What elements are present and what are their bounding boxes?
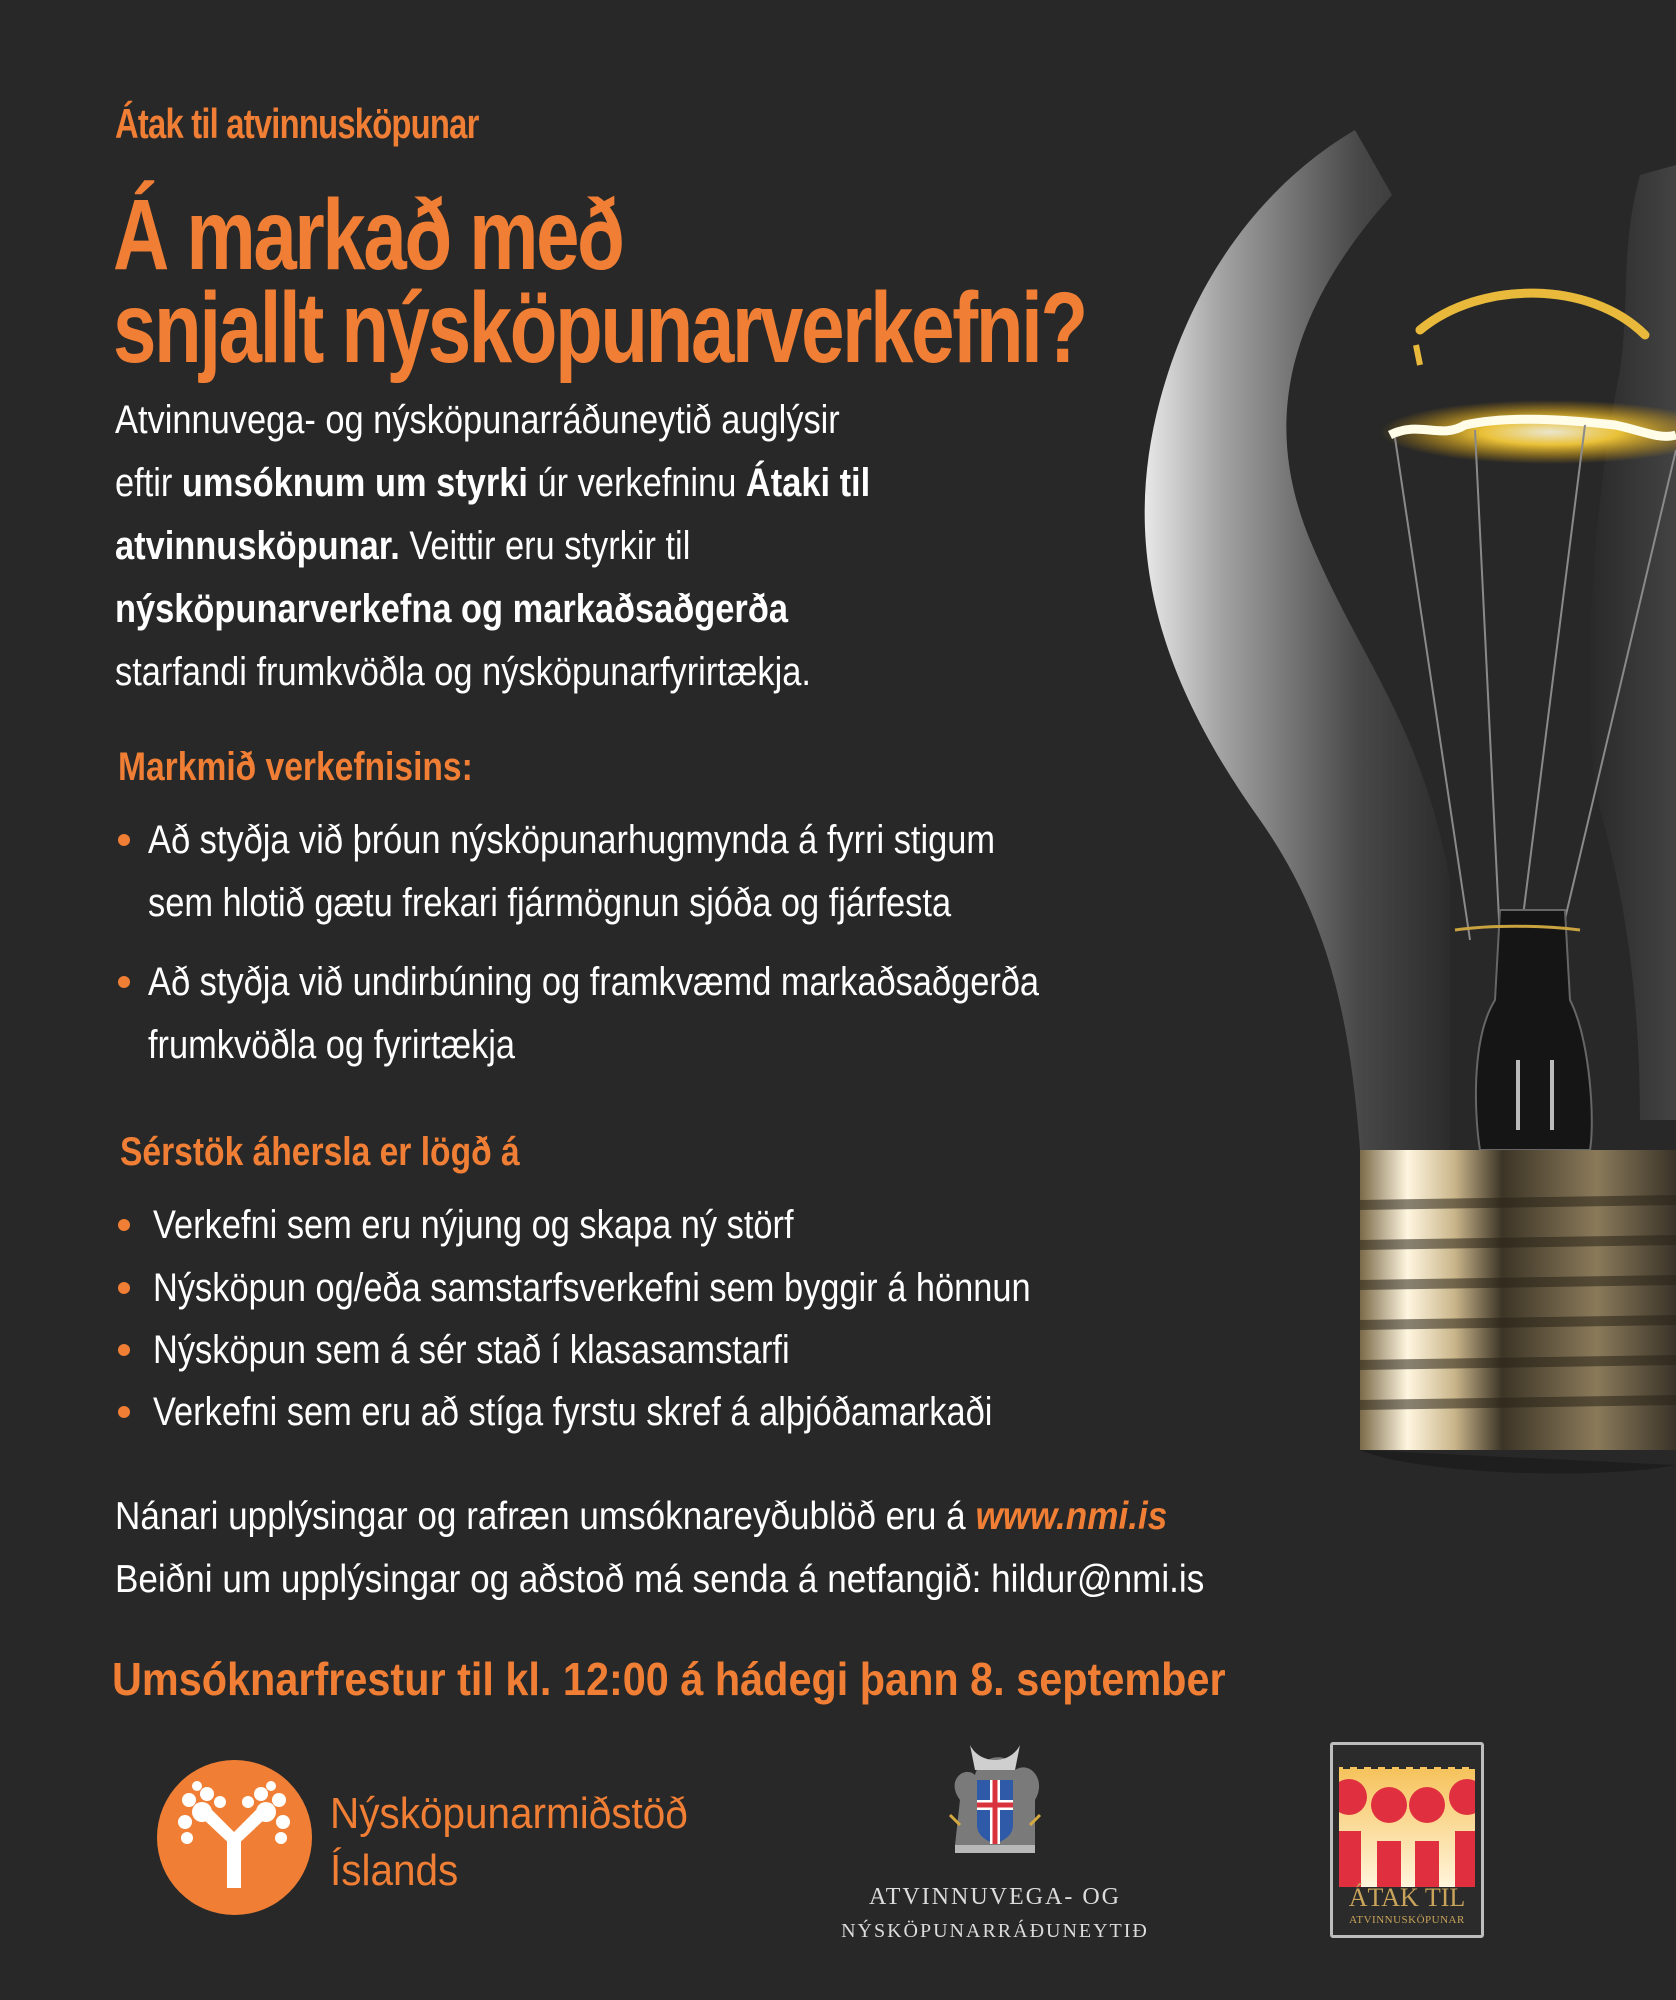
bullet-icon bbox=[118, 1344, 130, 1356]
atak-logo: ÁTAK TIL ATVINNUSKÖPUNAR bbox=[1330, 1742, 1484, 1938]
nmi-name: Nýsköpunarmiðstöð Íslands bbox=[330, 1789, 688, 1895]
headline-line-1: Á markað með bbox=[113, 179, 623, 291]
deadline-text: Umsóknarfrestur til kl. 12:00 á hádegi þann 8. september bbox=[112, 1653, 1226, 1705]
bullet-icon bbox=[118, 1219, 130, 1231]
info-line-2: Beiðni um upplýsingar og aðstoð má senda á netfangið: hildur@nmi.is bbox=[115, 1558, 1205, 1601]
gear-people-icon bbox=[1339, 1759, 1475, 1887]
emphasis-item: Verkefni sem eru nýjung og skapa ný störf bbox=[153, 1203, 794, 1247]
kicker-label: Átak til atvinnusköpunar bbox=[115, 100, 479, 147]
goal-1-line-1: Að styðja við þróun nýsköpunarhugmynda á fyrri stigum bbox=[148, 818, 996, 862]
goal-1-line-2: sem hlotið gætu frekari fjármögnun sjóða og fjárfesta bbox=[148, 881, 952, 925]
intro-line-4: nýsköpunarverkefna og markaðsaðgerða bbox=[115, 587, 788, 631]
coat-of-arms-icon bbox=[935, 1740, 1055, 1860]
goal-2-line-1: Að styðja við undirbúning og framkvæmd markaðsaðgerða bbox=[148, 960, 1040, 1004]
emphasis-item: Verkefni sem eru að stíga fyrstu skref á alþjóðamarkaði bbox=[153, 1390, 993, 1434]
website-link[interactable]: www.nmi.is bbox=[975, 1495, 1168, 1538]
headline-line-2: snjallt nýsköpunarverkefni? bbox=[113, 272, 1086, 384]
bullet-icon bbox=[118, 1406, 130, 1418]
emphasis-item: Nýsköpun sem á sér stað í klasasamstarfi bbox=[153, 1328, 790, 1372]
bullet-icon bbox=[118, 1282, 130, 1294]
emphasis-item: Nýsköpun og/eða samstarfsverkefni sem byggir á hönnun bbox=[153, 1266, 1031, 1310]
goal-2-line-2: frumkvöðla og fyrirtækja bbox=[148, 1023, 516, 1067]
intro-line-5: starfandi frumkvöðla og nýsköpunarfyrirtækja. bbox=[115, 650, 811, 694]
bullet-icon bbox=[118, 834, 130, 846]
info-line-1: Nánari upplýsingar og rafræn umsóknareyðublöð eru á www.nmi.is bbox=[115, 1495, 1168, 1538]
ministry-name: ATVINNUVEGA- OG NÝSKÖPUNARRÁÐUNEYTIÐ bbox=[841, 1884, 1149, 1942]
tree-icon bbox=[157, 1760, 312, 1915]
nmi-logo bbox=[157, 1760, 312, 1915]
emphasis-heading: Sérstök áhersla er lögð á bbox=[120, 1130, 520, 1174]
bullet-icon bbox=[118, 976, 130, 988]
goals-heading: Markmið verkefnisins: bbox=[118, 745, 473, 789]
intro-line-1: Atvinnuvega- og nýsköpunarráðuneytið auglýsir bbox=[115, 398, 840, 442]
intro-line-2: eftir umsóknum um styrki úr verkefninu Átaki til bbox=[115, 461, 871, 505]
intro-line-3: atvinnusköpunar. Veittir eru styrkir til bbox=[115, 524, 691, 568]
